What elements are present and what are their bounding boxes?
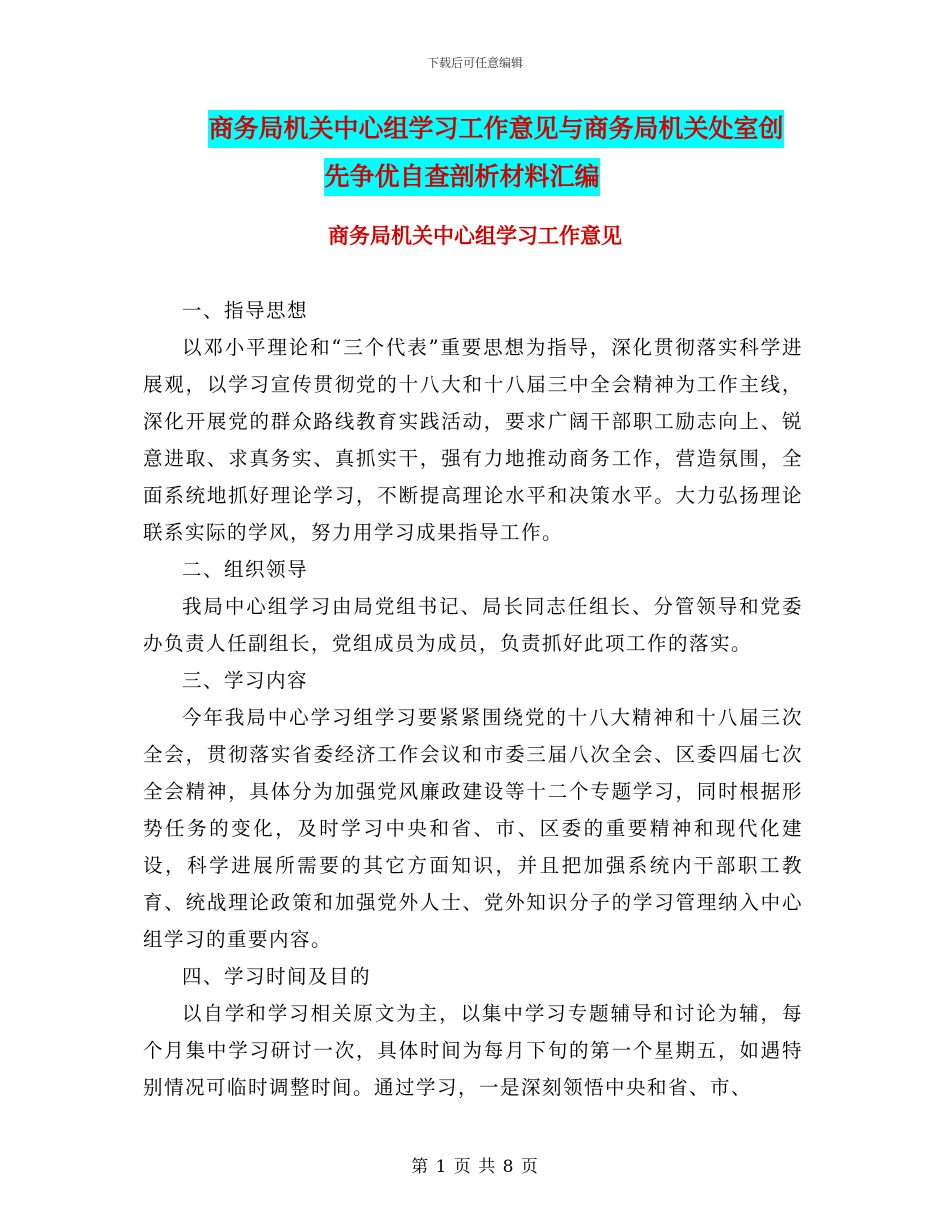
section-paragraph: 我局中心组学习由局党组书记、局长同志任组长、分管领导和党委办负责人任副组长，党组成员为成员，负责抓好此项工作的落实。: [143, 595, 803, 655]
page-number-footer: 第 1 页 共 8 页: [411, 1157, 539, 1177]
section-paragraph: 以自学和学习相关原文为主，以集中学习专题辅导和讨论为辅，每个月集中学习研讨一次，具体时间为每月下旬的第一个星期五，如遇特别情况可临时调整时间。通过学习，一是深刻领悟中央和省、市、: [143, 1002, 803, 1099]
section-heading: 二、组织领导: [182, 558, 309, 581]
title-line-2: 先争优自查剖析材料汇编: [324, 158, 599, 196]
title-line-1: 商务局机关中心组学习工作意见与商务局机关处室创: [208, 110, 783, 148]
section-title: 商务局机关中心组学习工作意见: [328, 224, 622, 248]
document-body: [143, 292, 803, 1106]
header-note: 下载后可任意编辑: [426, 56, 523, 70]
section-heading: 四、学习时间及目的: [182, 965, 372, 988]
section-heading: 一、指导思想: [182, 299, 309, 322]
document-title: [0, 110, 950, 196]
section-paragraph: 今年我局中心学习组学习要紧紧围绕党的十八大精神和十八届三次全会，贯彻落实省委经济工作会议和市委三届八次全会、区委四届七次全会精神，具体分为加强党风廉政建设等十二个专题学习，同时根据形势任务的变化，及时学习中央和省、市、区委的重要精神和现代化建设，科学进展所需要的其它方面知识，并且把加强系统内干部职工教育、统战理论政策和加强党外人士、党外知识分子的学习管理纳入中心组学习的重要内容。: [143, 706, 803, 951]
section-paragraph: 以邓小平理论和“三个代表”重要思想为指导，深化贯彻落实科学进展观，以学习宣传贯彻党的十八大和十八届三中全会精神为工作主线，深化开展党的群众路线教育实践活动，要求广阔干部职工励志向上、锐意进取、求真务实、真抓实干，强有力地推动商务工作，营造氛围，全面系统地抓好理论学习，不断提高理论水平和决策水平。大力弘扬理论联系实际的学风，努力用学习成果指导工作。: [143, 336, 803, 544]
section-heading: 三、学习内容: [182, 669, 309, 692]
